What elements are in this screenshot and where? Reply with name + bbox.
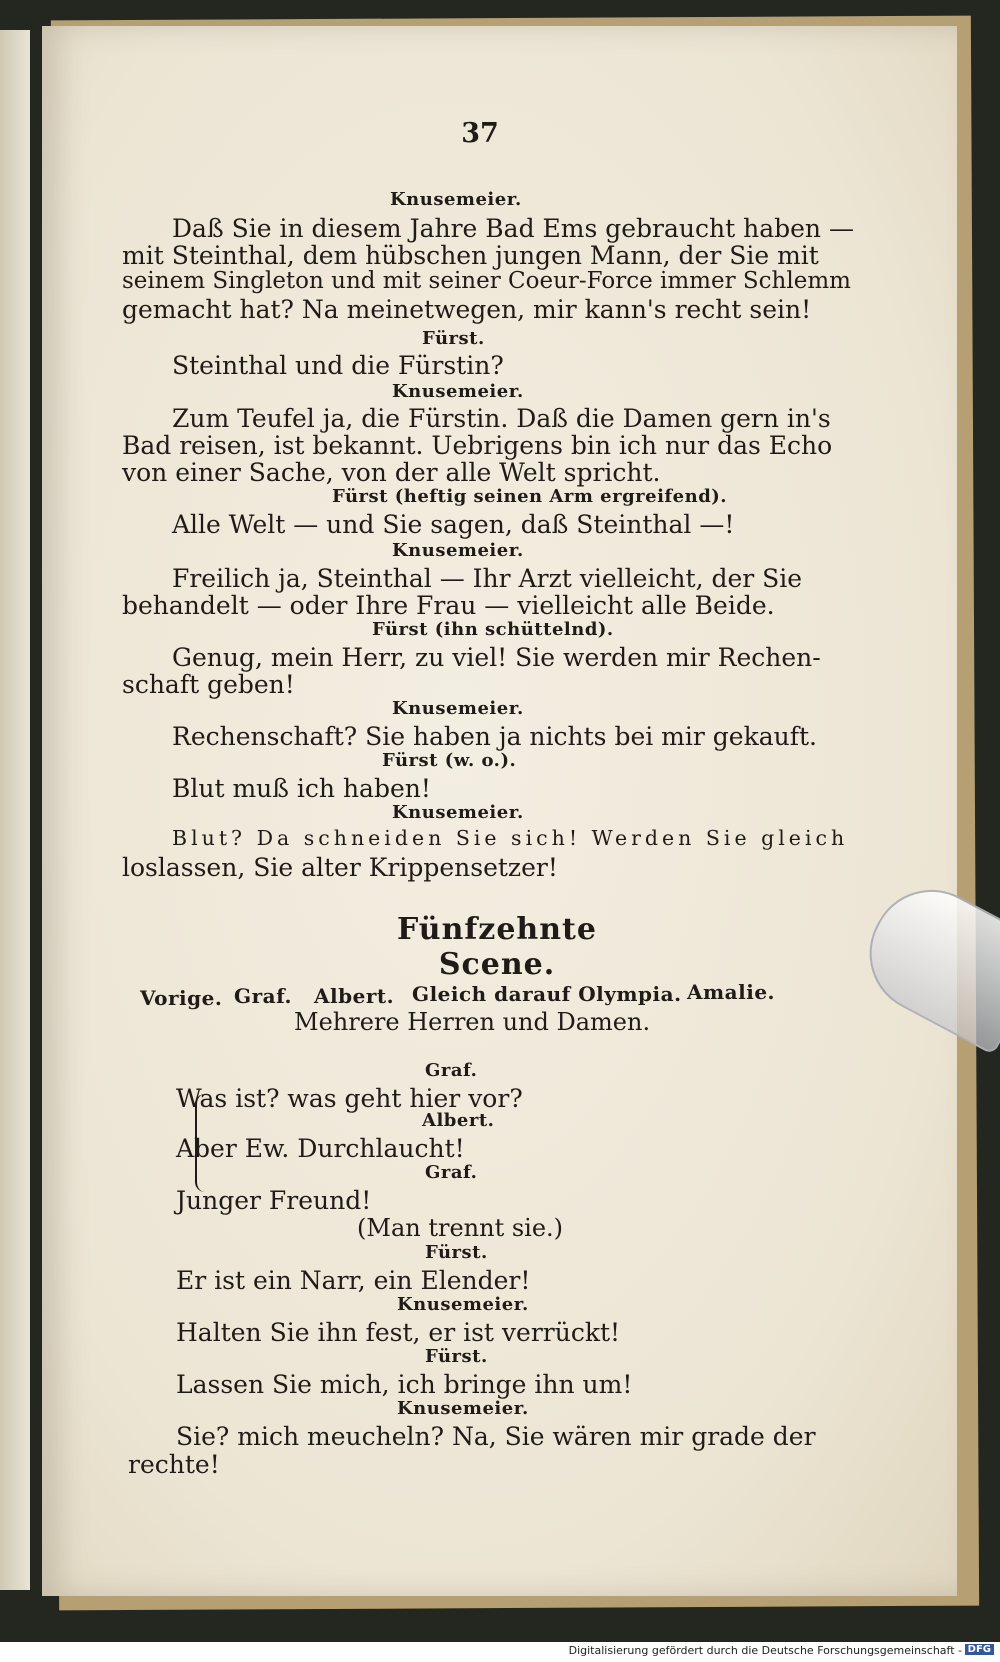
text-line: behandelt — oder Ihre Frau — vielleicht alle Beide. [122, 591, 775, 620]
cast-albert: Albert. [314, 984, 395, 1008]
speaker-label: Graf. [425, 1162, 478, 1183]
speaker-label: Knusemeier. [397, 1398, 529, 1419]
footer-bar [0, 1642, 1000, 1662]
dfg-logo: DFG [965, 1644, 994, 1655]
speaker-label: Fürst (w. o.). [382, 750, 517, 771]
speaker-label: Knusemeier. [392, 698, 524, 719]
text-line: seinem Singleton und mit seiner Coeur-Force immer Schlemm [122, 268, 851, 294]
speaker-label: Knusemeier. [392, 381, 524, 402]
text-line: Alle Welt — und Sie sagen, daß Steinthal —! [172, 510, 735, 539]
text-line: Zum Teufel ja, die Fürstin. Daß die Damen gern in's [172, 404, 831, 433]
stage-direction: (Man trennt sie.) [357, 1214, 564, 1242]
speaker-label: Fürst (ihn schüttelnd). [372, 619, 614, 640]
text-line: rechte! [128, 1450, 220, 1479]
text-line: Daß Sie in diesem Jahre Bad Ems gebraucht haben — [172, 214, 854, 243]
cast-olympia: Gleich darauf Olympia. [412, 982, 682, 1006]
text-line: Sie? mich meucheln? Na, Sie wären mir grade der [176, 1422, 816, 1451]
text-line: Was ist? was geht hier vor? [176, 1084, 523, 1113]
adjacent-page-edge [0, 30, 30, 1590]
text-line: Bad reisen, ist bekannt. Uebrigens bin ich nur das Echo [122, 431, 833, 460]
speaker-label: Fürst (heftig seinen Arm ergreifend). [332, 486, 728, 507]
cast-line-2: Mehrere Herren und Damen. [294, 1008, 651, 1036]
cast-graf: Graf. [234, 984, 292, 1008]
text-line: Steinthal und die Fürstin? [172, 351, 504, 380]
cast-amalie: Amalie. [687, 980, 776, 1004]
text-line: mit Steinthal, dem hübschen jungen Mann, der Sie mit [122, 241, 819, 270]
text-line: Er ist ein Narr, ein Elender! [176, 1266, 531, 1295]
text-line: schaft geben! [122, 670, 295, 699]
speaker-label: Albert. [422, 1110, 495, 1131]
text-line: Freilich ja, Steinthal — Ihr Arzt vielleicht, der Sie [172, 564, 803, 593]
speaker-label: Knusemeier. [390, 189, 522, 210]
text-line: Aber Ew. Durchlaucht! [176, 1134, 465, 1163]
speaker-label: Knusemeier. [397, 1294, 529, 1315]
footer-credit: Digitalisierung gefördert durch die Deutsche Forschungsgemeinschaft - [568, 1644, 962, 1657]
scene-heading: Fünfzehnte Scene. [397, 912, 597, 982]
speaker-label: Fürst. [425, 1242, 488, 1263]
text-line: Genug, mein Herr, zu viel! Sie werden mir Rechen- [172, 643, 821, 672]
text-line: Halten Sie ihn fest, er ist verrückt! [176, 1318, 621, 1347]
book-page [42, 26, 957, 1596]
cast-vorige: Vorige. [140, 986, 223, 1010]
text-line: loslassen, Sie alter Krippensetzer! [122, 853, 558, 882]
speaker-label: Knusemeier. [392, 802, 524, 823]
text-line: Rechenschaft? Sie haben ja nichts bei mir gekauft. [172, 722, 817, 751]
speaker-label: Fürst. [422, 328, 485, 349]
text-line: Blut muß ich haben! [172, 774, 431, 803]
page-number: 37 [461, 118, 499, 149]
text-line: Blut? Da schneiden Sie sich! Werden Sie gleich [172, 826, 849, 850]
text-line: von einer Sache, von der alle Welt spricht. [122, 458, 661, 487]
speaker-label: Fürst. [425, 1346, 488, 1367]
text-line: gemacht hat? Na meinetwegen, mir kann's recht sein! [122, 295, 812, 324]
text-line: Junger Freund! [176, 1186, 372, 1215]
speaker-label: Graf. [425, 1060, 478, 1081]
text-line: Lassen Sie mich, ich bringe ihn um! [176, 1370, 633, 1399]
speaker-label: Knusemeier. [392, 540, 524, 561]
